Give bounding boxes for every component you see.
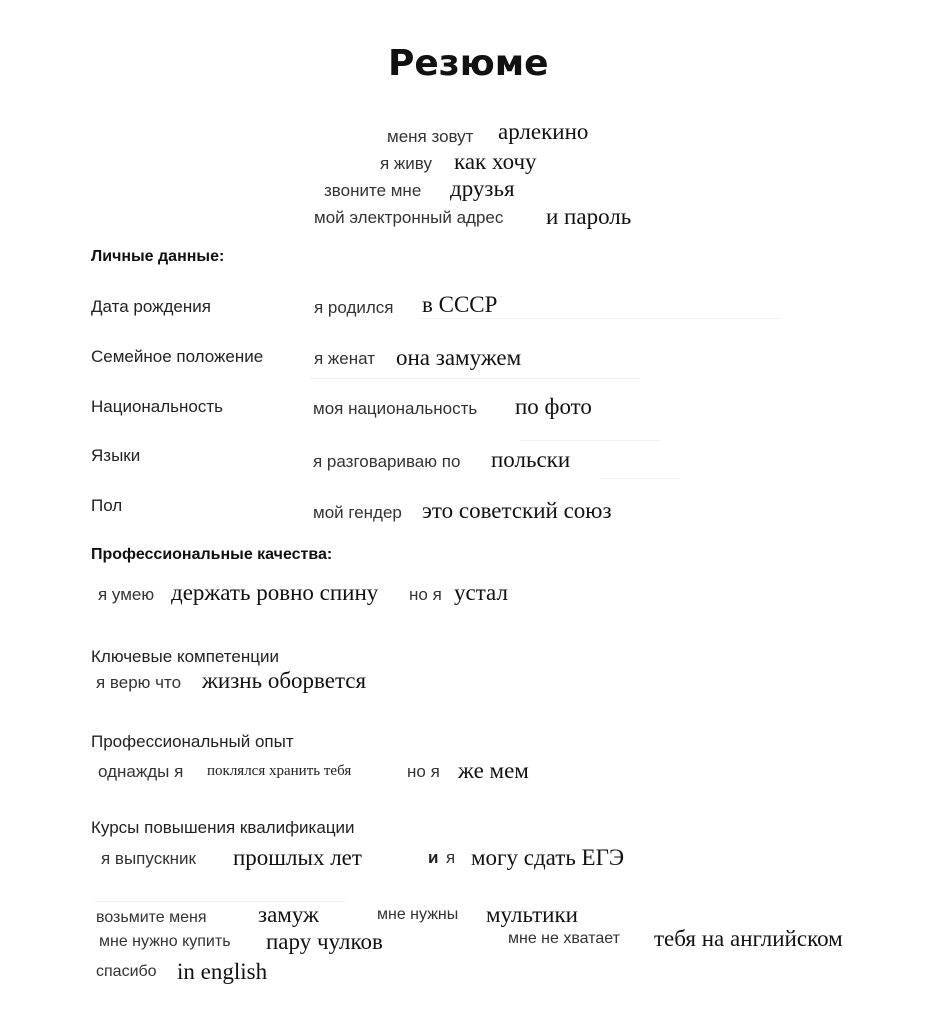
languages-label: Языки: [91, 446, 141, 465]
intro-name-value: арлекино: [498, 119, 589, 144]
courses-pre2: я: [446, 848, 456, 867]
personal-heading: Личные данные:: [91, 248, 225, 265]
intro-email-value: и пароль: [546, 204, 632, 229]
nationality-label: Национальность: [91, 397, 224, 416]
need-pre: мне нужны: [374, 906, 461, 924]
professional-heading: Профессиональные качества:: [91, 546, 333, 563]
gender-pre: мой гендер: [310, 503, 405, 522]
need-value: мультики: [486, 902, 578, 927]
competencies-heading: Ключевые компетенции: [91, 647, 279, 666]
languages-pre: я разговариваю по: [310, 452, 463, 471]
thanks-pre: спасибо: [93, 963, 160, 981]
scan-line: [420, 318, 780, 319]
nationality-value: по фото: [515, 394, 592, 419]
intro-live-value: как хочу: [454, 149, 537, 174]
experience-pre: однажды я: [95, 762, 186, 781]
experience-pre2: но я: [404, 762, 443, 781]
lack-value: тебя на английском: [654, 926, 843, 951]
courses-heading: Курсы повышения квалификации: [91, 818, 355, 837]
gender-value: это советский союз: [422, 498, 612, 523]
professional-mid: держать ровно спину: [171, 580, 379, 605]
buy-value: пару чулков: [266, 929, 383, 954]
competencies-pre: я верю что: [93, 673, 184, 692]
scan-line: [310, 378, 640, 379]
courses-pre: я выпускник: [98, 849, 199, 868]
professional-pre2: но я: [406, 585, 445, 604]
gender-label: Пол: [91, 496, 123, 515]
professional-value: устал: [454, 580, 508, 605]
buy-pre: мне нужно купить: [96, 933, 234, 951]
experience-small: поклялся хранить тебя: [207, 763, 352, 779]
intro-live-label: я живу: [377, 154, 435, 173]
thanks-value: in english: [177, 959, 268, 984]
marital-value: она замужем: [396, 345, 522, 370]
marital-label: Семейное положение: [91, 347, 264, 366]
dob-label: Дата рождения: [91, 297, 211, 316]
intro-call-label: звоните мне: [321, 181, 424, 200]
page-title: Резюме: [388, 43, 549, 84]
competencies-value: жизнь оборвется: [202, 668, 367, 693]
experience-value: же мем: [458, 758, 529, 783]
courses-and: и: [428, 848, 439, 867]
intro-call-value: друзья: [450, 176, 515, 201]
dob-value: в СССР: [422, 292, 498, 317]
marry-value: замуж: [258, 902, 319, 927]
lack-pre: мне не хватает: [505, 930, 623, 948]
intro-email-label: мой электронный адрес: [311, 208, 506, 227]
dob-pre: я родился: [311, 298, 397, 317]
intro-name-label: меня зовут: [384, 127, 476, 146]
nationality-pre: моя национальность: [310, 399, 480, 418]
professional-pre: я умею: [95, 585, 157, 604]
marry-pre: возьмите меня: [93, 909, 210, 927]
languages-value: польски: [491, 447, 571, 472]
marital-pre: я женат: [311, 349, 378, 368]
scan-line: [520, 440, 660, 441]
scan-line: [600, 478, 680, 479]
courses-mid: прошлых лет: [233, 845, 362, 870]
courses-value: могу сдать ЕГЭ: [471, 845, 625, 870]
experience-heading: Профессиональный опыт: [91, 732, 294, 751]
